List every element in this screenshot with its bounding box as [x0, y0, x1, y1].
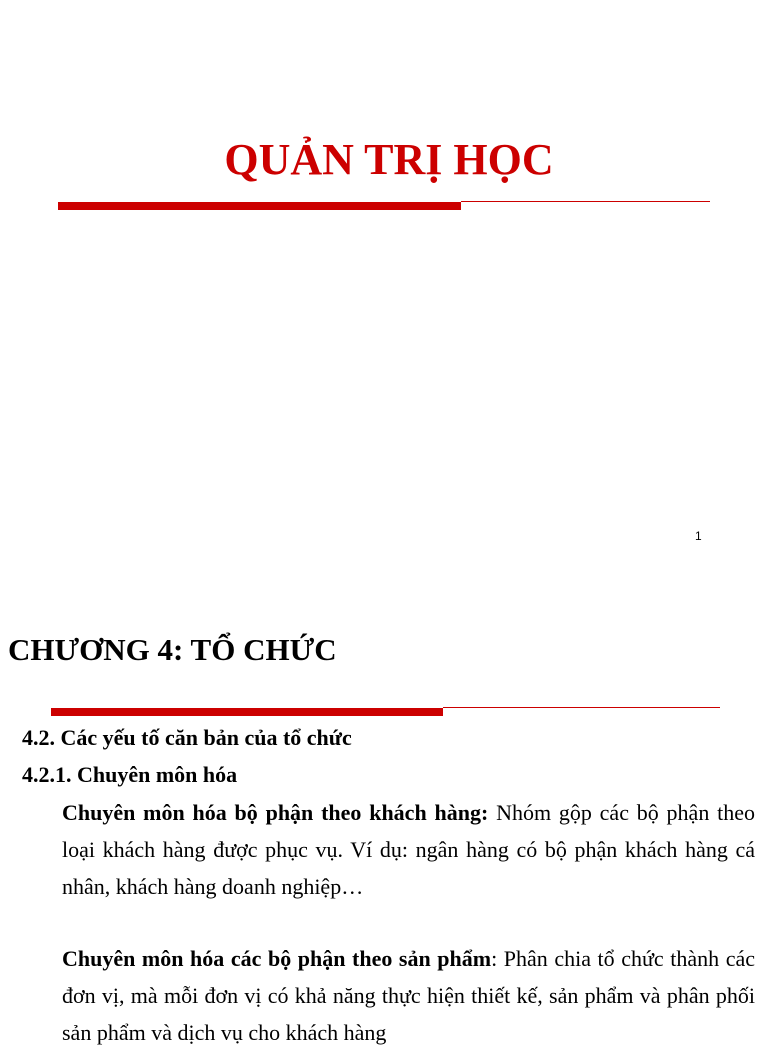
title-underline-thin	[461, 201, 710, 202]
chapter-underline-thick	[51, 708, 443, 716]
subsection-heading: 4.2.1. Chuyên môn hóa	[22, 762, 238, 787]
chapter-title: CHƯƠNG 4: TỔ CHỨC	[8, 632, 337, 667]
paragraph-text: Nhóm gộp các bộ phận theo loại khách hàng được phục vụ. Ví dụ: ngân hàng có bộ phận khách hàng cá nhân, khách hàng doanh nghiệp…	[62, 800, 755, 899]
page-number: 1	[695, 529, 702, 543]
paragraph-product-departmentalization	[62, 940, 755, 1051]
chapter-underline-thin	[443, 707, 720, 708]
section-heading: 4.2. Các yếu tố căn bản của tổ chức	[22, 725, 352, 750]
paragraph-term: Chuyên môn hóa các bộ phận theo sản phẩm	[62, 946, 492, 971]
title-underline-thick	[58, 202, 461, 210]
paragraph-text: : Phân chia tổ chức thành các đơn vị, mà mỗi đơn vị có khả năng thực hiện thiết kế, sản phẩm và phân phối sản phẩm và dịch vụ cho khách hàng	[62, 946, 755, 1045]
paragraph-customer-departmentalization	[62, 794, 755, 905]
paragraph-term: Chuyên môn hóa bộ phận theo khách hàng:	[62, 800, 489, 825]
content-slide	[0, 590, 768, 1045]
slide-title: QUẢN TRỊ HỌC	[224, 135, 554, 184]
